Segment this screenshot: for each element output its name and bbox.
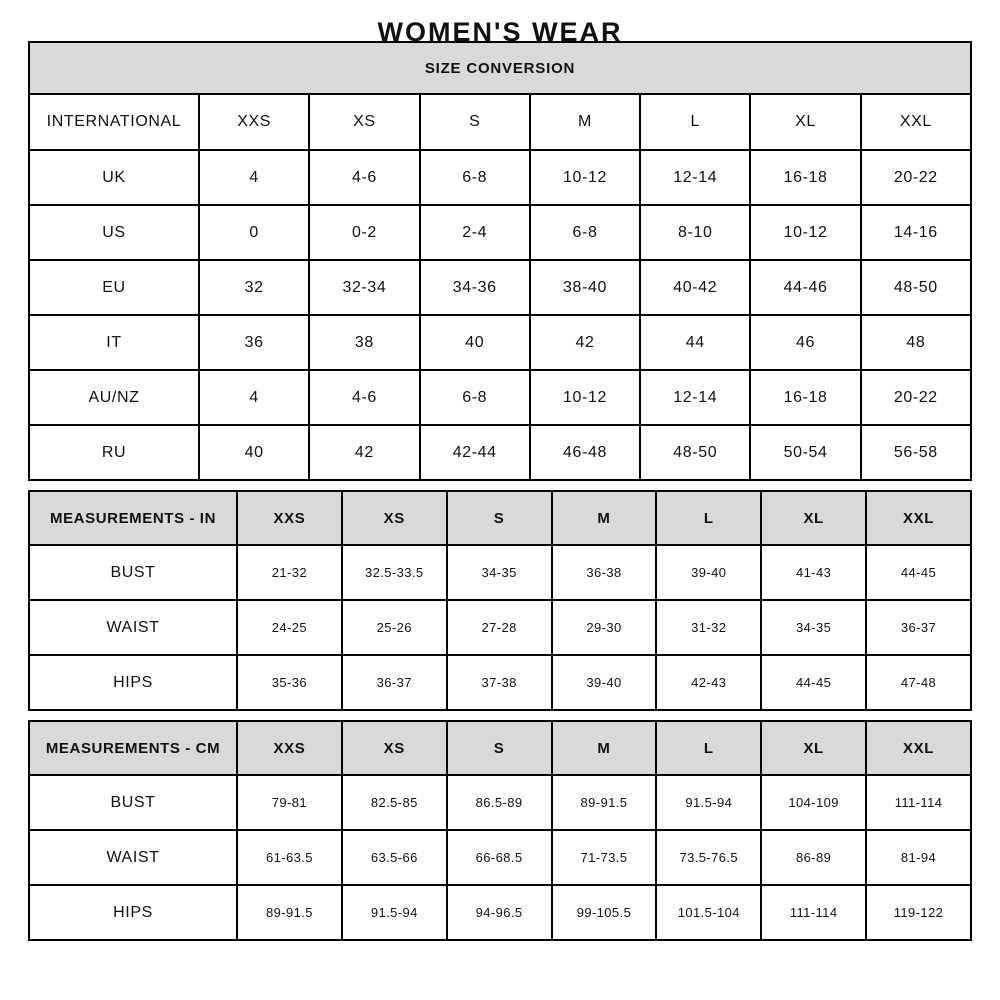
cell: 47-48: [866, 655, 971, 710]
cell: 6-8: [420, 150, 530, 205]
cell: 20-22: [861, 370, 971, 425]
cell: 81-94: [866, 830, 971, 885]
column-header: XXL: [866, 721, 971, 775]
cell: 42-44: [420, 425, 530, 480]
cell: 12-14: [640, 370, 750, 425]
table-row: [29, 600, 971, 655]
column-header: L: [656, 491, 761, 545]
table-banner-row: [29, 42, 971, 94]
row-label: EU: [29, 260, 199, 315]
cell: 89-91.5: [237, 885, 342, 940]
cell: 16-18: [750, 150, 860, 205]
cell: 35-36: [237, 655, 342, 710]
row-label: WAIST: [29, 830, 237, 885]
cell: 86.5-89: [447, 775, 552, 830]
cell: 56-58: [861, 425, 971, 480]
column-header: XS: [309, 94, 419, 150]
cell: 12-14: [640, 150, 750, 205]
cell: 36-38: [552, 545, 657, 600]
column-header: INTERNATIONAL: [29, 94, 199, 150]
cell: 39-40: [552, 655, 657, 710]
table-banner: MEASUREMENTS - CM: [29, 721, 237, 775]
column-header: XXL: [861, 94, 971, 150]
row-label: UK: [29, 150, 199, 205]
table-row: [29, 655, 971, 710]
cell: 34-36: [420, 260, 530, 315]
cell: 27-28: [447, 600, 552, 655]
table-banner: MEASUREMENTS - IN: [29, 491, 237, 545]
table-row: [29, 775, 971, 830]
cell: 36-37: [342, 655, 447, 710]
cell: 4-6: [309, 150, 419, 205]
table-row: [29, 885, 971, 940]
cell: 101.5-104: [656, 885, 761, 940]
cell: 42-43: [656, 655, 761, 710]
row-label: BUST: [29, 775, 237, 830]
column-header: XL: [761, 491, 866, 545]
table-row: [29, 425, 971, 480]
cell: 42: [530, 315, 640, 370]
column-header: M: [530, 94, 640, 150]
cell: 4: [199, 150, 309, 205]
cell: 63.5-66: [342, 830, 447, 885]
column-header: L: [640, 94, 750, 150]
cell: 99-105.5: [552, 885, 657, 940]
column-header: XS: [342, 721, 447, 775]
cell: 39-40: [656, 545, 761, 600]
cell: 29-30: [552, 600, 657, 655]
cell: 42: [309, 425, 419, 480]
cell: 50-54: [750, 425, 860, 480]
column-header: S: [447, 721, 552, 775]
cell: 44: [640, 315, 750, 370]
cell: 32: [199, 260, 309, 315]
cell: 14-16: [861, 205, 971, 260]
row-label: BUST: [29, 545, 237, 600]
cell: 94-96.5: [447, 885, 552, 940]
cell: 10-12: [530, 370, 640, 425]
column-header: XXS: [237, 721, 342, 775]
row-label: RU: [29, 425, 199, 480]
column-header: XXS: [199, 94, 309, 150]
cell: 44-46: [750, 260, 860, 315]
table-row: [29, 260, 971, 315]
cell: 89-91.5: [552, 775, 657, 830]
cell: 10-12: [750, 205, 860, 260]
cell: 82.5-85: [342, 775, 447, 830]
column-header: S: [447, 491, 552, 545]
cell: 104-109: [761, 775, 866, 830]
cell: 16-18: [750, 370, 860, 425]
column-header-row: [29, 721, 971, 775]
cell: 40: [420, 315, 530, 370]
cell: 48: [861, 315, 971, 370]
cell: 119-122: [866, 885, 971, 940]
cell: 44-45: [866, 545, 971, 600]
cell: 34-35: [447, 545, 552, 600]
cell: 25-26: [342, 600, 447, 655]
column-header-row: [29, 94, 971, 150]
row-label: AU/NZ: [29, 370, 199, 425]
row-label: IT: [29, 315, 199, 370]
column-header-row: [29, 491, 971, 545]
cell: 48-50: [640, 425, 750, 480]
column-header: XL: [761, 721, 866, 775]
column-header: XS: [342, 491, 447, 545]
column-header: L: [656, 721, 761, 775]
column-header: XXL: [866, 491, 971, 545]
cell: 31-32: [656, 600, 761, 655]
cell: 34-35: [761, 600, 866, 655]
cell: 86-89: [761, 830, 866, 885]
row-label: WAIST: [29, 600, 237, 655]
cell: 0: [199, 205, 309, 260]
row-label: HIPS: [29, 655, 237, 710]
cell: 36-37: [866, 600, 971, 655]
cell: 20-22: [861, 150, 971, 205]
cell: 36: [199, 315, 309, 370]
measurements-cm-table: [28, 720, 972, 941]
size-conversion-table: [28, 41, 972, 481]
cell: 61-63.5: [237, 830, 342, 885]
cell: 0-2: [309, 205, 419, 260]
cell: 46-48: [530, 425, 640, 480]
row-label: HIPS: [29, 885, 237, 940]
column-header: M: [552, 491, 657, 545]
cell: 24-25: [237, 600, 342, 655]
column-header: S: [420, 94, 530, 150]
table-row: [29, 370, 971, 425]
cell: 71-73.5: [552, 830, 657, 885]
column-header: M: [552, 721, 657, 775]
cell: 32-34: [309, 260, 419, 315]
cell: 40-42: [640, 260, 750, 315]
cell: 91.5-94: [656, 775, 761, 830]
cell: 10-12: [530, 150, 640, 205]
cell: 111-114: [866, 775, 971, 830]
table-banner: SIZE CONVERSION: [29, 42, 971, 94]
cell: 73.5-76.5: [656, 830, 761, 885]
cell: 6-8: [420, 370, 530, 425]
table-row: [29, 150, 971, 205]
cell: 38-40: [530, 260, 640, 315]
cell: 32.5-33.5: [342, 545, 447, 600]
cell: 4-6: [309, 370, 419, 425]
cell: 41-43: [761, 545, 866, 600]
table-row: [29, 830, 971, 885]
page-title: WOMEN'S WEAR: [377, 17, 623, 47]
cell: 48-50: [861, 260, 971, 315]
row-label: US: [29, 205, 199, 260]
cell: 2-4: [420, 205, 530, 260]
cell: 111-114: [761, 885, 866, 940]
cell: 4: [199, 370, 309, 425]
measurements-in-table: [28, 490, 972, 711]
cell: 8-10: [640, 205, 750, 260]
cell: 46: [750, 315, 860, 370]
table-row: [29, 205, 971, 260]
column-header: XL: [750, 94, 860, 150]
column-header: XXS: [237, 491, 342, 545]
cell: 40: [199, 425, 309, 480]
table-row: [29, 545, 971, 600]
cell: 6-8: [530, 205, 640, 260]
cell: 37-38: [447, 655, 552, 710]
cell: 66-68.5: [447, 830, 552, 885]
cell: 21-32: [237, 545, 342, 600]
cell: 38: [309, 315, 419, 370]
cell: 44-45: [761, 655, 866, 710]
cell: 79-81: [237, 775, 342, 830]
table-row: [29, 315, 971, 370]
cell: 91.5-94: [342, 885, 447, 940]
